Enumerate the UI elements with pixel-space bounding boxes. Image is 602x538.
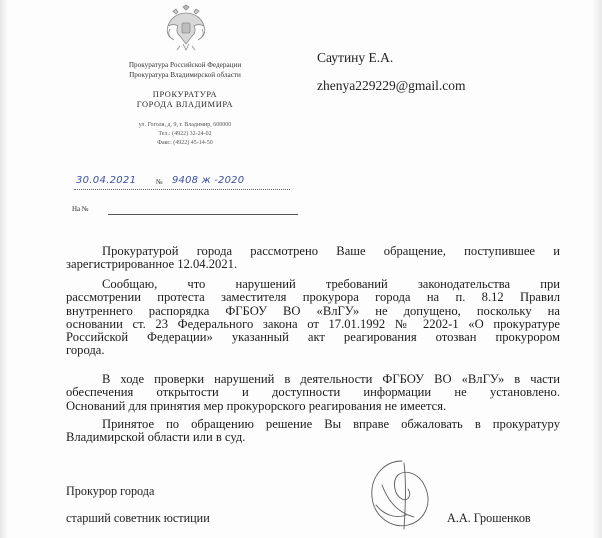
paragraph-line: Оснований для принятия мер прокурорского реагирования не имеется.	[66, 398, 447, 413]
page-shadow-right	[592, 0, 602, 538]
paragraph-line: города.	[66, 343, 105, 358]
paragraph-line: внутреннего распорядка ФГБОУ ВО «ВлГУ» не допущено, поскольку на	[66, 303, 560, 318]
reference-label: На №	[72, 205, 89, 213]
paragraph-2	[66, 278, 560, 358]
registration-number-label: №	[156, 178, 163, 186]
reference-line	[72, 205, 302, 217]
office-fax: Факс: (4922) 45-14-50	[157, 140, 213, 146]
recipient-email: zhenya229229@gmail.com	[317, 78, 466, 93]
office-title-line1: ПРОКУРАТУРА	[152, 90, 218, 99]
paragraph-line: Прокуратурой города рассмотрено Ваше обращение, поступившее и	[102, 244, 560, 258]
paragraph-line: Российской Федерации» указанный акт реагирования отозван прокурором	[66, 330, 560, 345]
org-line-region: Прокуратура Владимирской области	[129, 71, 241, 79]
office-phone: Тел.: (4922) 32-24-02	[158, 131, 212, 137]
paragraph-line: Сообщаю, что нарушений требований законодательства при	[102, 277, 560, 291]
signatory-rank: старший советник юстиции	[66, 511, 210, 525]
paragraph-line: обеспечения открытости и доступности информации не установлено.	[66, 385, 560, 400]
registration-underline	[74, 189, 290, 190]
coat-of-arms-icon	[164, 4, 208, 54]
org-line-federation: Прокуратура Российской Федерации	[128, 61, 242, 69]
office-address: ул. Гоголя, д. 9, г. Владимир, 600000	[138, 122, 232, 128]
reference-underline	[108, 214, 298, 215]
paragraph-1	[66, 245, 560, 272]
paragraph-line: основании ст. 23 Федерального закона от 17.01.1992 № 2202-1 «О прокуратуре	[66, 316, 560, 331]
office-title-line2: ГОРОДА ВЛАДИМИРА	[136, 100, 234, 109]
paragraph-line: В ходе проверки нарушений в деятельности ФГБОУ ВО «ВлГУ» в части	[102, 372, 560, 386]
recipient-name: Саутину Е.А.	[317, 50, 394, 65]
signatory-position: Прокурор города	[66, 484, 155, 498]
signatory-name: А.А. Грошенков	[447, 511, 531, 525]
registration-number: 9408 ж -2020	[172, 175, 245, 186]
registration-date: 30.04.2021	[76, 175, 137, 186]
paragraph-line: зарегистрированное 12.04.2021.	[66, 257, 238, 272]
page-shadow-left	[0, 0, 8, 538]
paragraph-3	[66, 373, 560, 413]
paragraph-line: Принятое по обращению решение Вы вправе обжаловать в прокуратуру	[102, 417, 560, 431]
paragraph-4	[66, 418, 560, 445]
handwritten-signature	[362, 455, 440, 533]
paragraph-line: Владимирской области или в суд.	[66, 430, 246, 445]
registration-line	[74, 175, 294, 193]
paragraph-line: рассмотрении протеста заместителя прокурора города на п. 8.12 Правил	[66, 290, 560, 305]
